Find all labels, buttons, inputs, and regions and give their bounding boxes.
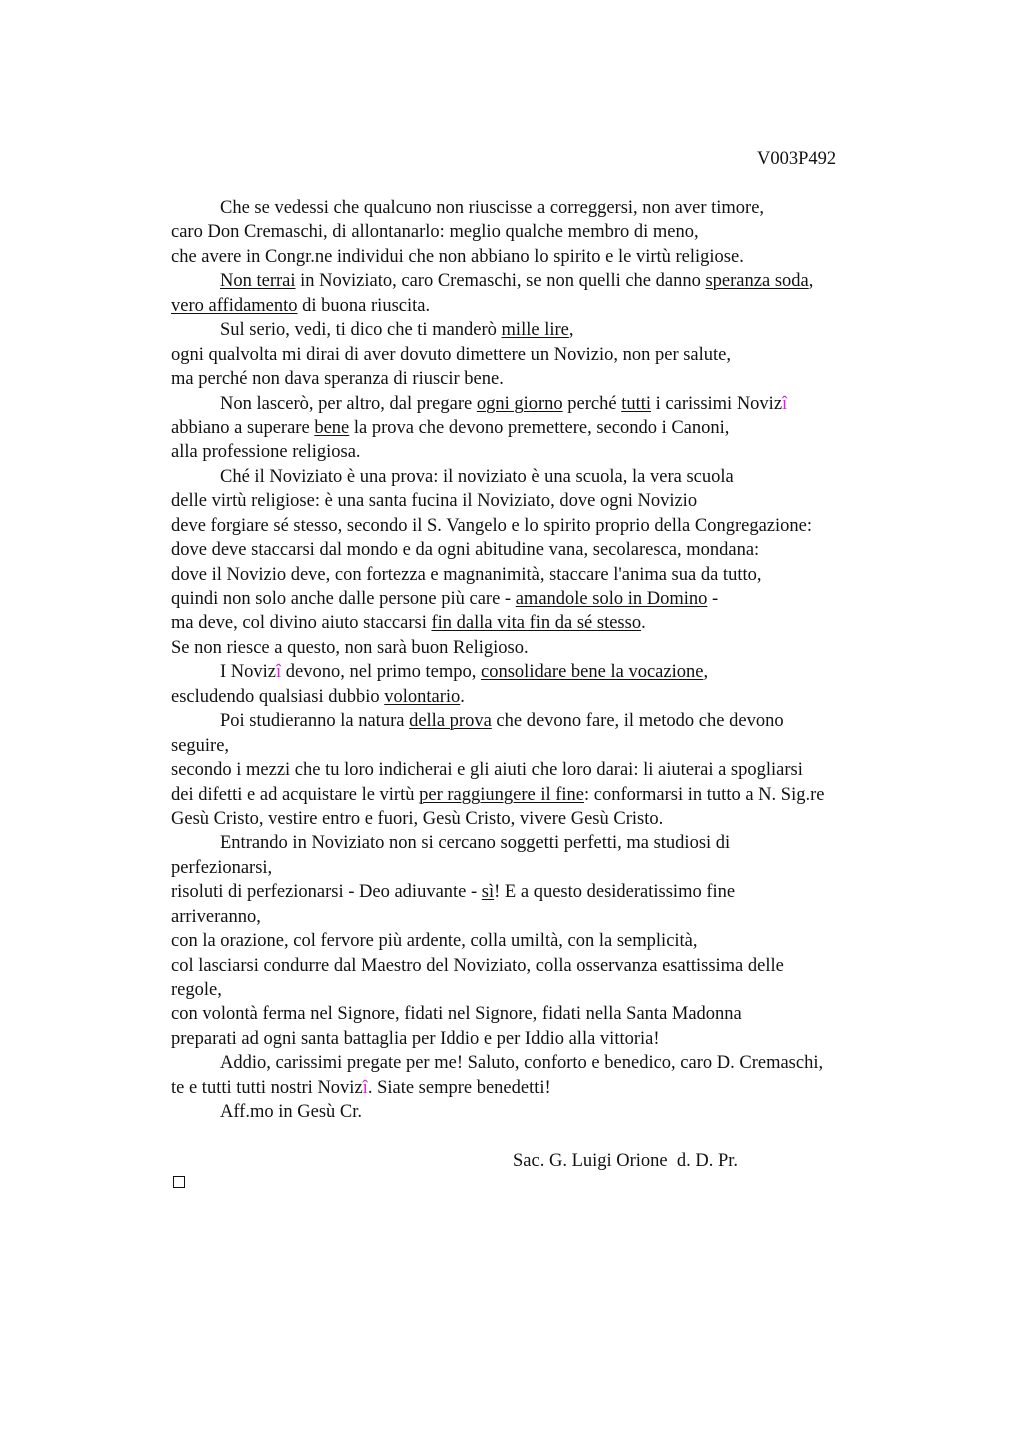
text-run: Se non riesce a questo, non sarà buon Religioso. — [171, 637, 529, 658]
text-run: : conformarsi in tutto a N. Sig.re — [584, 784, 825, 805]
text-run: dei difetti e ad acquistare le virtù — [171, 784, 420, 805]
text-line — [171, 587, 911, 611]
underlined-text: vero affidamento — [171, 295, 298, 316]
text-run: ogni qualvolta mi dirai di aver dovuto dimettere un Novizio, non per salute, — [171, 344, 732, 365]
text-run: . — [460, 686, 465, 707]
text-line — [171, 685, 911, 709]
underlined-text: per raggiungere il fine — [419, 784, 584, 805]
page-identifier: V003P492 — [757, 149, 837, 169]
text-line — [171, 416, 911, 440]
underlined-text: bene — [314, 417, 350, 438]
text-line — [171, 318, 911, 342]
text-line — [171, 392, 911, 416]
text-run: in Noviziato, caro Cremaschi, se non quelli che danno — [295, 271, 706, 292]
text-run: - — [707, 589, 719, 609]
text-line — [171, 636, 911, 660]
underlined-text: speranza soda — [705, 271, 809, 292]
text-run: con la orazione, col fervore più ardente, colla umiltà, con la semplicità, — [171, 931, 698, 952]
text-line — [171, 1002, 911, 1026]
text-line — [171, 196, 911, 220]
text-run: . Siate sempre benedetti! — [367, 1077, 551, 1098]
text-run: di buona riuscita. — [297, 295, 431, 316]
text-line — [171, 880, 911, 904]
text-run: abbiano a superare — [171, 417, 315, 438]
text-run: delle virtù religiose: è una santa fucina il Noviziato, dove ogni Novizio — [171, 491, 698, 512]
text-run: col lasciarsi condurre dal Maestro del Noviziato, colla osservanza esattissima delle — [171, 955, 784, 976]
text-line — [171, 783, 911, 807]
text-run: Addio, carissimi pregate per me! Saluto, conforto e benedico, caro D. Cremaschi, — [220, 1053, 824, 1074]
text-run: perché — [562, 393, 622, 414]
text-line — [171, 440, 911, 464]
text-run: dove il Novizio deve, con fortezza e magnanimità, staccare l'anima sua da tutto, — [171, 564, 762, 585]
text-line — [171, 856, 911, 880]
text-run: alla professione religiosa. — [171, 442, 361, 463]
underlined-text: mille lire — [501, 320, 569, 341]
underlined-text: volontario — [384, 686, 461, 707]
text-run: quindi non solo anche dalle persone più care - — [171, 589, 516, 609]
text-line — [171, 294, 911, 318]
underlined-text: consolidare bene la vocazione — [481, 662, 704, 683]
text-run: regole, — [171, 980, 222, 1000]
text-run: ma deve, col divino aiuto staccarsi — [171, 613, 432, 634]
text-line — [171, 660, 911, 684]
text-run: che devono fare, il metodo che devono — [491, 711, 784, 732]
text-run: Entrando in Noviziato non si cercano soggetti perfetti, ma studiosi di — [220, 833, 731, 854]
text-run: , — [703, 662, 709, 683]
text-run: secondo i mezzi che tu loro indicherai e gli aiuti che loro darai: li aiuterai a spogliarsi — [171, 760, 803, 781]
text-run: Che se vedessi che qualcuno non riuscisse a correggersi, non aver timore, — [220, 198, 765, 218]
text-run: Sul serio, vedi, ti dico che ti manderò — [220, 320, 502, 341]
letter-body — [171, 196, 911, 1125]
text-run: I Noviz — [220, 662, 276, 683]
text-line — [171, 954, 911, 978]
marked-character: î — [782, 393, 788, 414]
text-line — [171, 563, 911, 587]
text-run: risoluti di perfezionarsi - Deo adiuvante - — [171, 882, 482, 903]
marked-character: î — [276, 662, 282, 683]
text-line — [171, 1100, 911, 1124]
text-run: Gesù Cristo, vestire entro e fuori, Gesù Cristo, vivere Gesù Cristo. — [171, 808, 664, 829]
end-of-text-box-icon — [173, 1176, 185, 1188]
text-line — [171, 1027, 911, 1051]
text-run: dove deve staccarsi dal mondo e da ogni abitudine vana, secolaresca, mondana: — [171, 540, 760, 561]
text-run: Ché il Noviziato è una prova: il noviziato è una scuola, la vera scuola — [220, 466, 734, 487]
underlined-text: ogni giorno — [476, 393, 563, 414]
text-run: deve forgiare sé stesso, secondo il S. Vangelo e lo spirito proprio della Congregazione: — [171, 515, 813, 536]
text-line — [171, 807, 911, 831]
text-line — [171, 758, 911, 782]
text-line — [171, 1076, 911, 1100]
text-line — [171, 220, 911, 244]
text-run: preparati ad ogni santa battaglia per Iddio e per Iddio alla vittoria! — [171, 1028, 660, 1049]
underlined-text: amandole solo in Domino — [515, 589, 708, 609]
text-line — [171, 367, 911, 391]
text-run: . — [641, 613, 646, 634]
text-run: te e tutti tutti nostri Noviz — [171, 1077, 363, 1098]
text-run: escludendo qualsiasi dubbio — [171, 686, 385, 707]
text-run: che avere in Congr.ne individui che non abbiano lo spirito e le virtù religiose. — [171, 246, 744, 267]
text-run: devono, nel primo tempo, — [281, 662, 482, 683]
signature: Sac. G. Luigi Orione d. D. Pr. — [513, 1151, 739, 1171]
text-run: Aff.mo in Gesù Cr. — [220, 1102, 363, 1123]
text-run: seguire, — [171, 735, 230, 756]
text-run: arriveranno, — [171, 906, 261, 927]
text-line — [171, 929, 911, 953]
underlined-text: della prova — [409, 711, 492, 732]
text-run: con volontà ferma nel Signore, fidati nel Signore, fidati nella Santa Madonna — [171, 1004, 742, 1025]
text-run: , — [808, 271, 814, 292]
text-line — [171, 514, 911, 538]
text-line — [171, 269, 911, 293]
text-line — [171, 489, 911, 513]
text-line — [171, 1051, 911, 1075]
underlined-text: tutti — [621, 393, 652, 414]
text-run: Non lascerò, per altro, dal pregare — [220, 393, 477, 414]
text-run: , — [568, 320, 574, 341]
text-line — [171, 245, 911, 269]
text-run: i carissimi Noviz — [651, 393, 783, 414]
text-run: caro Don Cremaschi, di allontanarlo: meglio qualche membro di meno, — [171, 222, 699, 243]
underlined-text: Non terrai — [220, 271, 296, 292]
text-run: la prova che devono premettere, secondo i Canoni, — [349, 417, 730, 438]
text-run: perfezionarsi, — [171, 857, 273, 878]
text-line — [171, 905, 911, 929]
text-line — [171, 978, 911, 1002]
text-line — [171, 831, 911, 855]
text-line — [171, 709, 911, 733]
text-run: ma perché non dava speranza di riuscir bene. — [171, 369, 504, 390]
text-line — [171, 465, 911, 489]
underlined-text: fin dalla vita fin da sé stesso — [431, 613, 642, 634]
text-run: Poi studieranno la natura — [220, 711, 410, 732]
text-line — [171, 611, 911, 635]
text-run: ! E a questo desideratissimo fine — [494, 882, 736, 903]
text-line — [171, 343, 911, 367]
text-line — [171, 538, 911, 562]
marked-character: î — [362, 1077, 368, 1098]
underlined-text: sì — [481, 882, 495, 903]
text-line — [171, 734, 911, 758]
